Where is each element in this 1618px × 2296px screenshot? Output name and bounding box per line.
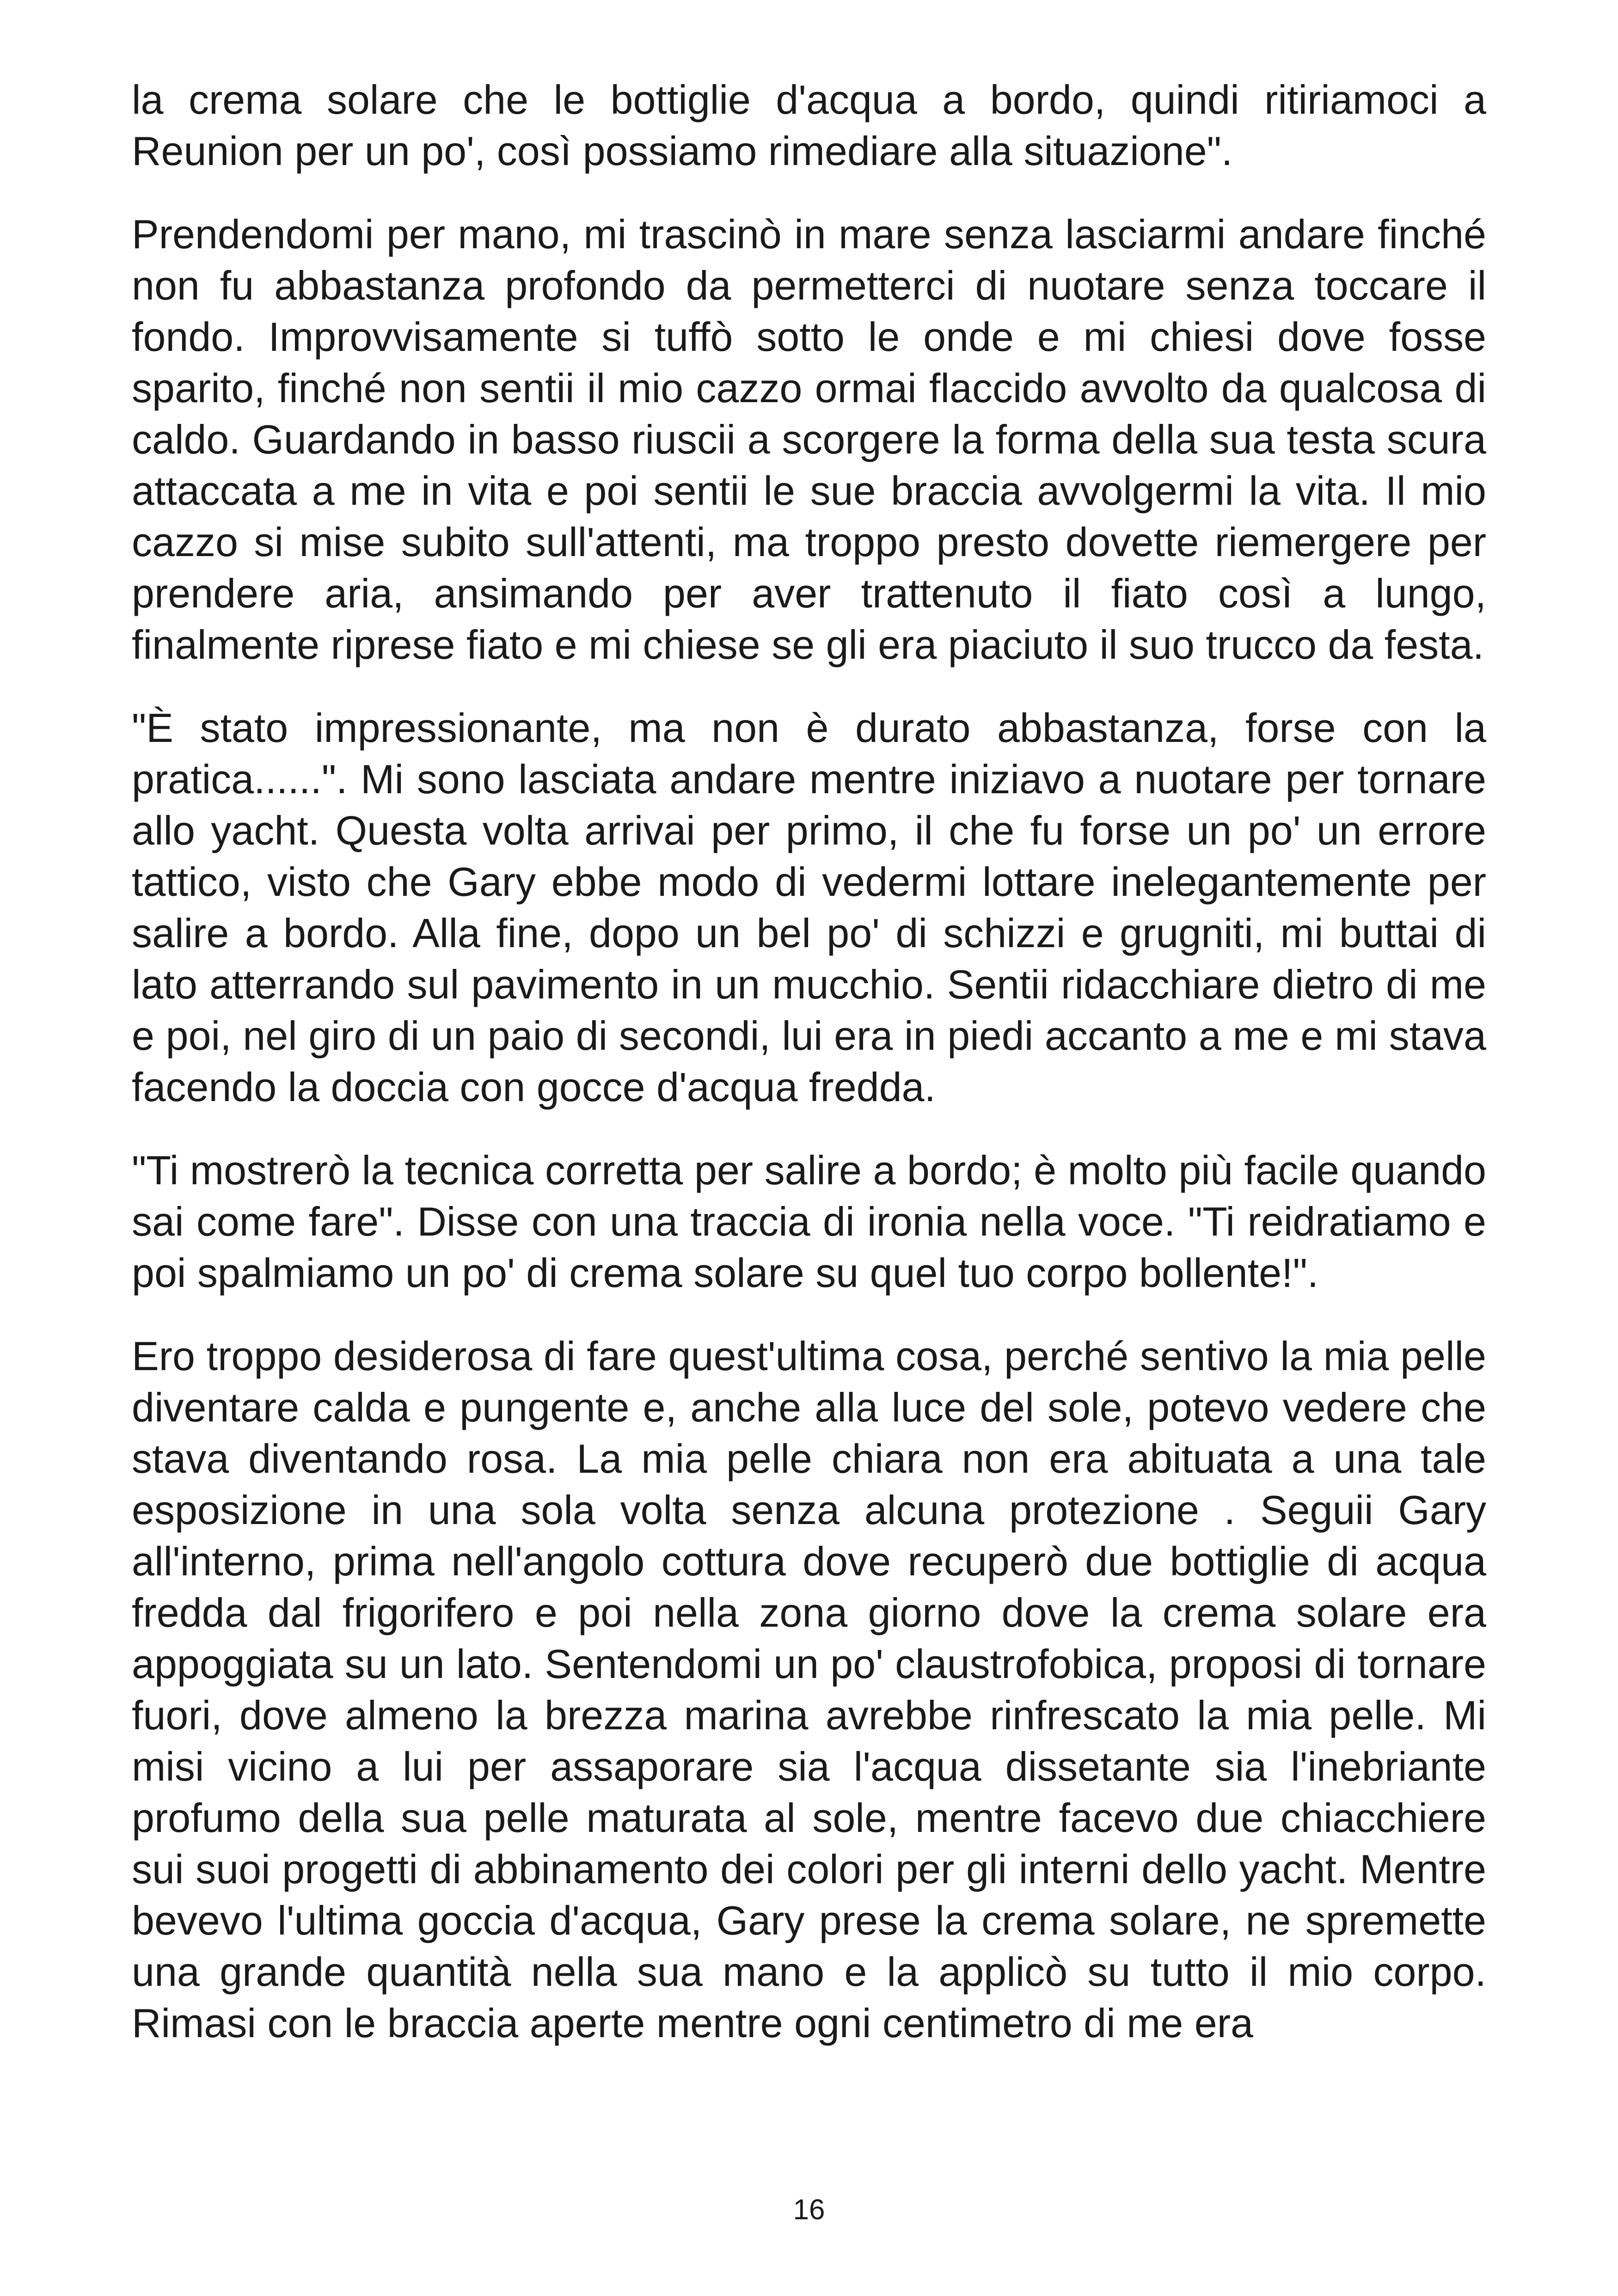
paragraph-4: "Ti mostrerò la tecnica corretta per salire a bordo; è molto più facile quando sai come fare". Disse con una traccia di ironia nella voce. "Ti reidratiamo e poi spalmiamo un po' di crema solare su quel tuo corpo bollente!". — [132, 1147, 1486, 1296]
page-number: 16 — [793, 2194, 825, 2226]
paragraph-2: Prendendomi per mano, mi trascinò in mare senza lasciarmi andare finché non fu abbastanza profondo da permetterci di nuotare senza toccare il fondo. Improvvisamente si tuffò sotto le onde e mi chiesi dove fosse sparito, finché non sentii il mio cazzo ormai flaccido avvolto da qualcosa di caldo. Guardando in basso riuscii a scorgere la forma della sua testa scura attaccata a me in vita e poi sentii le sue braccia avvolgermi la vita. Il mio cazzo si mise subito sull'attenti, ma troppo presto dovette riemergere per prendere aria, ansimando per aver trattenuto il fiato così a lungo, finalmente riprese fiato e mi chiese se gli era piaciuto il suo trucco da festa. — [132, 211, 1486, 667]
paragraph-3: "È stato impressionante, ma non è durato abbastanza, forse con la pratica......". Mi sono lasciata andare mentre iniziavo a nuotare per tornare allo yacht. Questa volta arrivai per primo, il che fu forse un po' un errore tattico, visto che Gary ebbe modo di vedermi lottare inelegantemente per salire a bordo. Alla fine, dopo un bel po' di schizzi e grugniti, mi buttai di lato atterrando sul pavimento in un mucchio. Sentii ridacchiare dietro di me e poi, nel giro di un paio di secondi, lui era in piedi accanto a me e mi stava facendo la doccia con gocce d'acqua fredda. — [132, 705, 1486, 1110]
paragraph-1: la crema solare che le bottiglie d'acqua a bordo, quindi ritiriamoci a Reunion per un po', così possiamo rimediare alla situazione". — [132, 77, 1486, 174]
body-text — [132, 74, 1486, 2081]
paragraph-5: Ero troppo desiderosa di fare quest'ultima cosa, perché sentivo la mia pelle diventare calda e pungente e, anche alla luce del sole, potevo vedere che stava diventando rosa. La mia pelle chiara non era abituata a una tale esposizione in una sola volta senza alcuna protezione . Seguii Gary all'interno, prima nell'angolo cottura dove recuperò due bottiglie di acqua fredda dal frigorifero e poi nella zona giorno dove la crema solare era appoggiata su un lato. Sentendomi un po' claustrofobica, proposi di tornare fuori, dove almeno la brezza marina avrebbe rinfrescato la mia pelle. Mi misi vicino a lui per assaporare sia l'acqua dissetante sia l'inebriante profumo della sua pelle maturata al sole, mentre facevo due chiacchiere sui suoi progetti di abbinamento dei colori per gli interni dello yacht. Mentre bevevo l'ultima goccia d'acqua, Gary prese la crema solare, ne spremette una grande quantità nella sua mano e la applicò su tutto il mio corpo. Rimasi con le braccia aperte mentre ogni centimetro di me era — [132, 1333, 1486, 2046]
